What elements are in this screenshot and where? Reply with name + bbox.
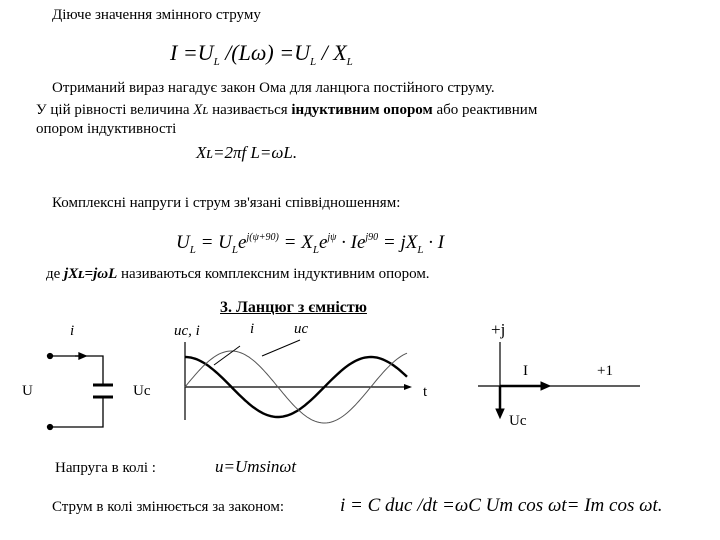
wave-pointer-2 (262, 340, 300, 356)
formula-rms-current: $I =U_L$ $/(L\omega) =U_L / X_L$ (170, 40, 353, 68)
phasor-label-j: +j (491, 320, 506, 339)
heading: Діюче значення змінного струму (52, 7, 261, 23)
phasor-label-Uc: Uc (509, 413, 527, 429)
capacitor-circuit (48, 353, 114, 430)
wire-top (50, 356, 103, 384)
paragraph-line2: опором індуктивності (36, 121, 177, 137)
circuit-label-Uc: Uc (133, 383, 151, 399)
voltage-label: Напруга в колі : (55, 460, 156, 476)
wire-bottom (50, 398, 103, 427)
phasor-label-plus1: +1 (597, 363, 613, 379)
formula-reactance: Xʟ=2πf L=ωL. (196, 143, 298, 162)
wave-label-uc: uc (294, 321, 309, 337)
phasor-diagram (478, 342, 640, 418)
phasor-label-I: I (523, 363, 528, 379)
current-formula: i = C duc /dt =ωC Um cos ωt= Im cos ωt. (340, 495, 663, 516)
waveform-plot (185, 340, 412, 423)
wave-label-i: i (250, 321, 255, 337)
section-title: 3. Ланцюг з ємністю (220, 299, 367, 316)
paragraph-complex: Комплексні напруги і струм зв'язані співвідношенням: (52, 195, 401, 211)
paragraph-inductive-reactance: У цій рівності величина Xʟ називається індуктивним опором або реактивним (36, 102, 538, 118)
current-label: Струм в колі змінюється за законом: (52, 499, 285, 515)
wave-label-t: t (423, 384, 428, 400)
paragraph-ohm-law: Отриманий вираз нагадує закон Ома для ланцюга постійного струму. (52, 80, 495, 96)
wave-pointer-1 (214, 346, 240, 365)
voltage-formula: u=Umsinωt (215, 457, 297, 476)
wave-label-uc-i: uc, i (174, 323, 200, 339)
circuit-label-i: i (70, 323, 75, 339)
paragraph-complex-inductive: де jXʟ=jωL називаються комплексним індуктивним опором. (46, 266, 430, 282)
circuit-label-U: U (22, 383, 33, 399)
formula-complex: $U_L = U_Le^{j(\psi+90)} = X_Le^{j\psi} \cdot Ie^{j90} = jX_L \cdot I$ (176, 232, 445, 256)
